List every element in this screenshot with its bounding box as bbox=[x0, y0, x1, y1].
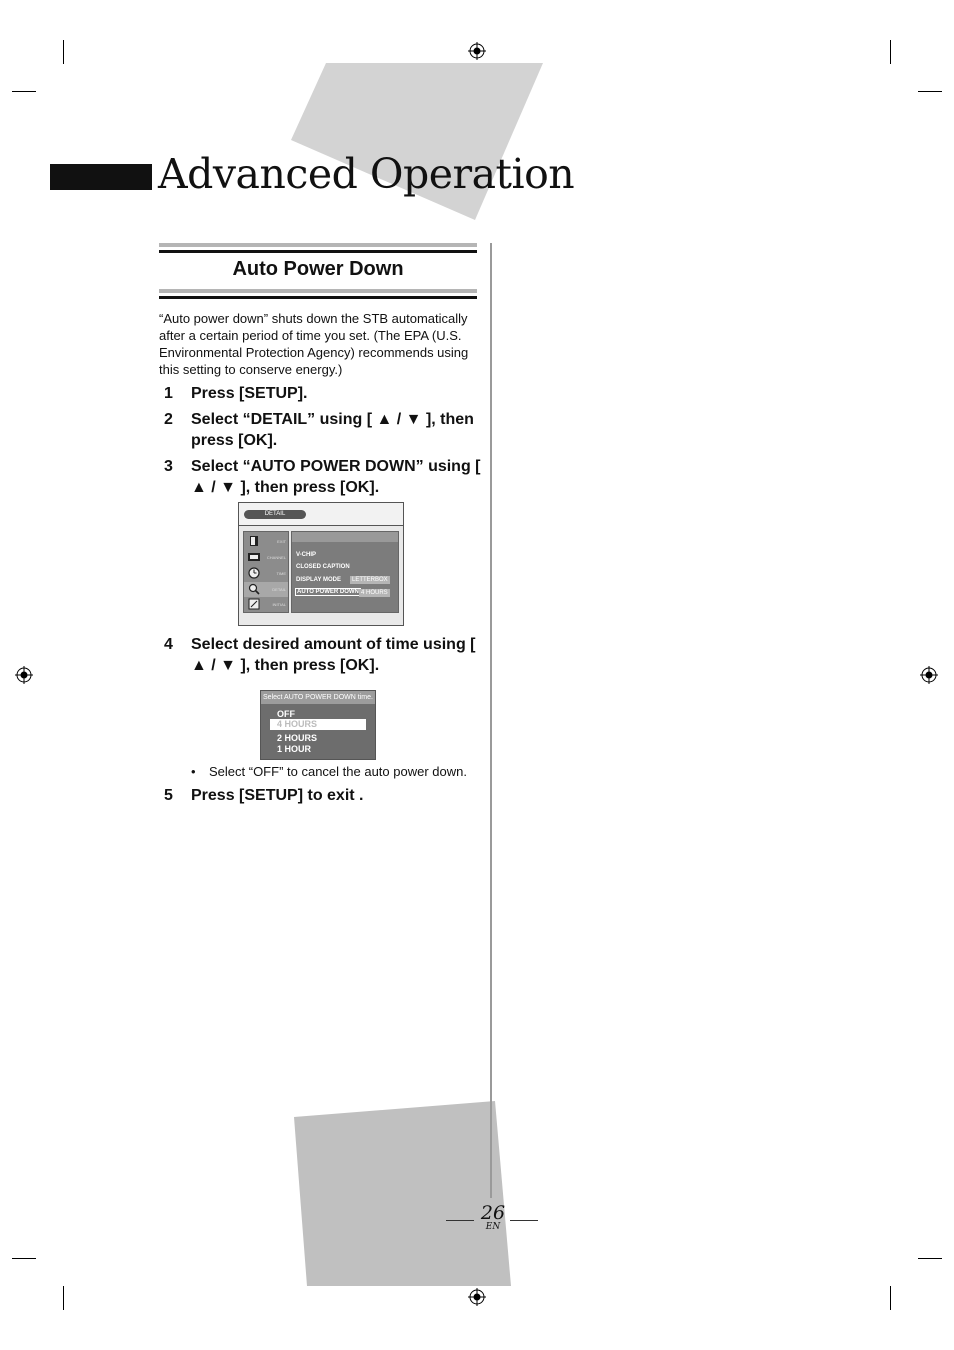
menu-value-auto-power-down: 4 HOURS bbox=[361, 590, 388, 596]
crop-mark bbox=[63, 40, 64, 64]
sidebar-item-channel: CHANNEL bbox=[244, 550, 288, 565]
crop-mark bbox=[12, 91, 36, 92]
detail-menu-panel-bar bbox=[292, 532, 398, 542]
menu-item-auto-power-down: AUTO POWER DOWN bbox=[297, 589, 359, 595]
time-option-off: OFF bbox=[277, 709, 295, 719]
step-text: Select desired amount of time using [ ▲ / ▼ ], then press [OK]. bbox=[191, 636, 476, 674]
crop-mark bbox=[890, 40, 891, 64]
crop-mark bbox=[890, 1286, 891, 1310]
title-bar-decoration bbox=[50, 164, 152, 190]
step-text: Press [SETUP] to exit . bbox=[191, 787, 364, 804]
detail-menu-header bbox=[239, 503, 403, 526]
detail-menu-screenshot bbox=[238, 502, 404, 626]
section-rule-top bbox=[159, 250, 477, 253]
menu-item-display-mode: DISPLAY MODE bbox=[296, 577, 342, 583]
crop-mark bbox=[12, 1258, 36, 1259]
section-rule-bottom-grey bbox=[159, 289, 477, 293]
page-number-rule-right bbox=[510, 1220, 538, 1221]
intro-paragraph: “Auto power down” shuts down the STB automatically after a certain period of time you set. (The EPA (U.S. Environmental Protection Agency) recommends using this setting to conserve energy.) bbox=[159, 311, 469, 377]
column-divider bbox=[490, 243, 492, 1198]
step-text: Press [SETUP]. bbox=[191, 385, 308, 402]
page-number-rule-left bbox=[446, 1220, 474, 1221]
detail-menu-panel bbox=[291, 531, 399, 613]
step-text: Select “AUTO POWER DOWN” using [ ▲ / ▼ ], then press [OK]. bbox=[191, 458, 481, 496]
time-option-highlight bbox=[270, 719, 366, 730]
detail-menu-sidebar bbox=[243, 531, 289, 613]
channel-icon bbox=[248, 551, 260, 563]
sidebar-item-detail: DETAIL bbox=[244, 582, 288, 597]
detail-menu-tab: DETAIL bbox=[244, 510, 306, 519]
step-number: 2 bbox=[164, 411, 173, 428]
registration-mark-icon bbox=[468, 1288, 486, 1306]
step-number: 5 bbox=[164, 787, 173, 804]
time-menu-header: Select AUTO POWER DOWN time. bbox=[261, 691, 375, 704]
time-option-2-hours: 2 HOURS bbox=[277, 733, 318, 743]
step-number: 4 bbox=[164, 636, 173, 653]
page-number: 26 bbox=[480, 1202, 506, 1224]
registration-mark-icon bbox=[15, 666, 33, 684]
menu-value-display-mode: LETTERBOX bbox=[352, 577, 388, 583]
registration-mark-icon bbox=[468, 42, 486, 60]
page-title: Advanced Operation bbox=[158, 150, 575, 198]
crop-mark bbox=[63, 1286, 64, 1310]
crop-mark bbox=[918, 1258, 942, 1259]
step-number: 1 bbox=[164, 385, 173, 402]
menu-item-closed-caption: CLOSED CAPTION bbox=[296, 564, 350, 570]
sidebar-item-time: TIME bbox=[244, 566, 288, 581]
exit-door-icon bbox=[248, 535, 260, 547]
sidebar-item-initial: INITIAL bbox=[244, 597, 288, 612]
section-title: Auto Power Down bbox=[232, 258, 404, 280]
time-option-4-hours: 4 HOURS bbox=[277, 719, 318, 729]
notepad-icon bbox=[248, 598, 260, 610]
section-rule-top-grey bbox=[159, 243, 477, 247]
sidebar-item-exit: EXIT bbox=[244, 534, 288, 549]
step-text: Select “DETAIL” using [ ▲ / ▼ ], then press [OK]. bbox=[191, 411, 474, 449]
section-rule-bottom bbox=[159, 296, 477, 299]
menu-item-v-chip: V-CHIP bbox=[296, 552, 317, 558]
page-language: EN bbox=[485, 1222, 501, 1232]
crop-mark bbox=[918, 91, 942, 92]
clock-icon bbox=[248, 567, 260, 579]
bullet-dot: • bbox=[191, 764, 196, 779]
note-text: Select “OFF” to cancel the auto power down. bbox=[209, 764, 467, 779]
time-option-1-hour: 1 HOUR bbox=[277, 744, 312, 754]
step-number: 3 bbox=[164, 458, 173, 475]
registration-mark-icon bbox=[920, 666, 938, 684]
time-menu-screenshot bbox=[260, 690, 376, 760]
magnifier-icon bbox=[248, 583, 260, 595]
